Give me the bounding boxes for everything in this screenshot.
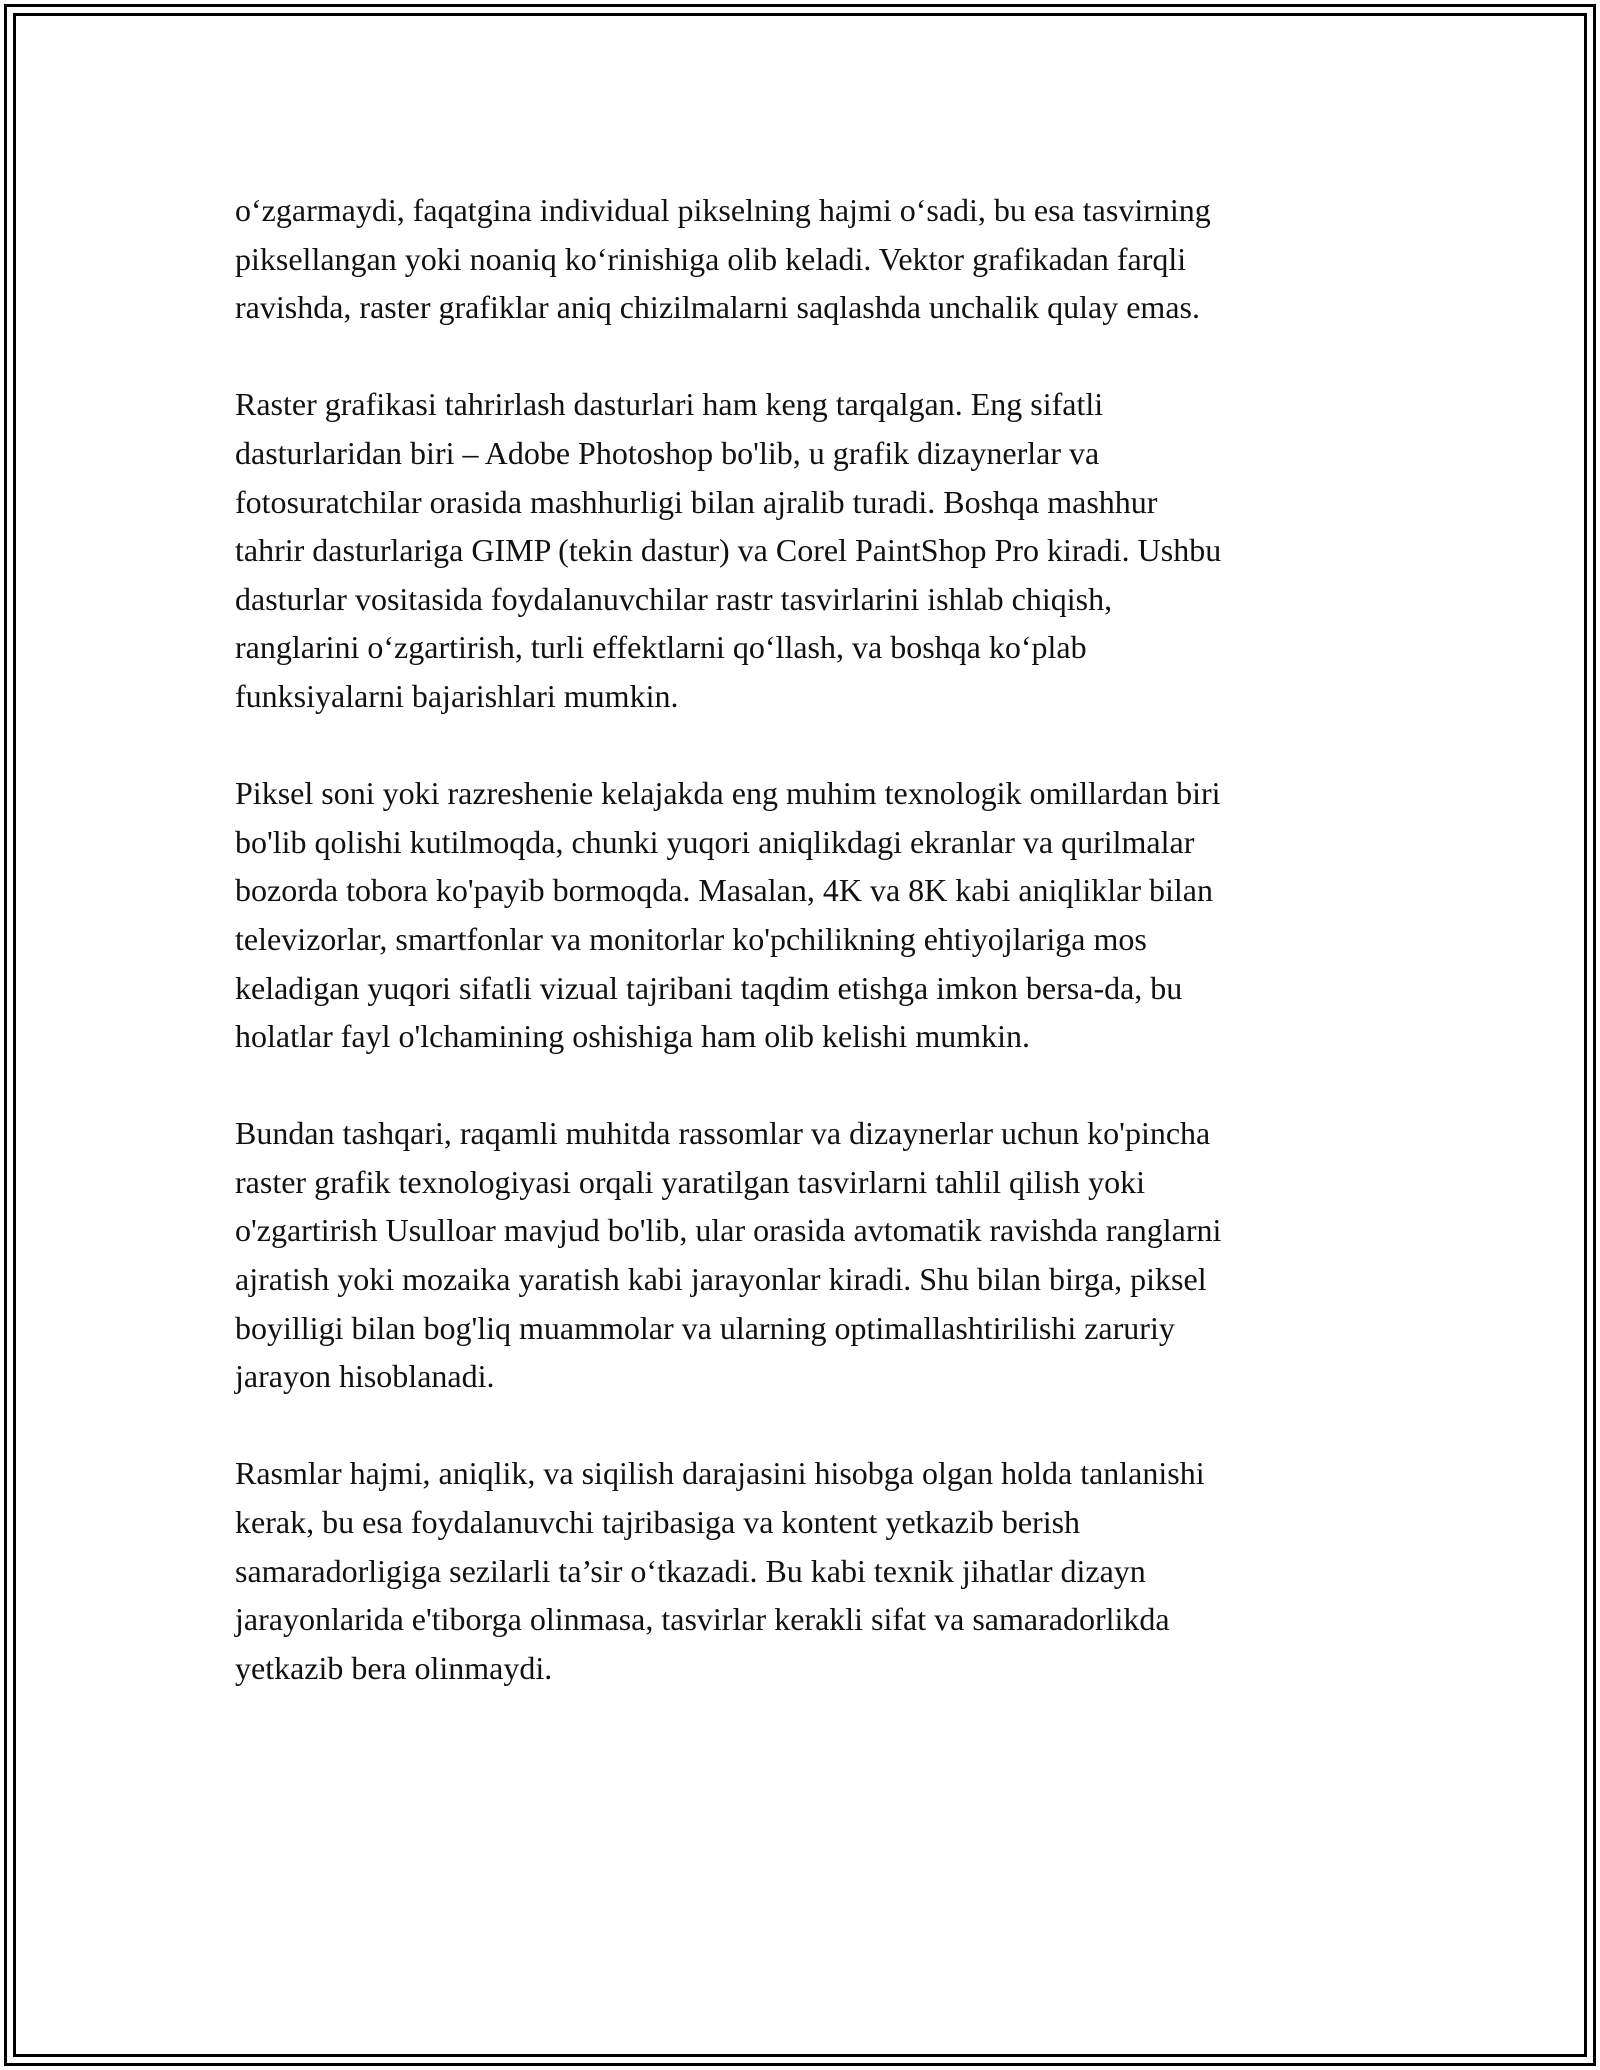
- text-line: Rasmlar hajmi, aniqlik, va siqilish darajasini hisobga olgan holda tanlanishi: [235, 1455, 1205, 1492]
- text-line: boyilligi bilan bog'liq muammolar va ularning optimallashtirilishi zaruriy: [235, 1309, 1175, 1346]
- text-line: dasturlar vositasida foydalanuvchilar rastr tasvirlarini ishlab chiqish,: [235, 580, 1113, 617]
- text-line: televizorlar, smartfonlar va monitorlar ko'pchilikning ehtiyojlariga mos: [235, 920, 1147, 957]
- text-line: Raster grafikasi tahrirlash dasturlari ham keng tarqalgan. Eng sifatli: [235, 386, 1104, 423]
- text-line: bo'lib qolishi kutilmoqda, chunki yuqori aniqlikdagi ekranlar va qurilmalar: [235, 823, 1195, 860]
- paragraph-5: [235, 1449, 1385, 1692]
- text-line: dasturlaridan biri – Adobe Photoshop bo'lib, u grafik dizaynerlar va: [235, 434, 1100, 471]
- text-line: Bundan tashqari, raqamli muhitda rassomlar va dizaynerlar uchun ko'pincha: [235, 1115, 1211, 1152]
- paragraph-4: [235, 1109, 1385, 1401]
- text-line: funksiyalarni bajarishlari mumkin.: [235, 677, 679, 714]
- paragraph-2: [235, 380, 1385, 720]
- text-line: ranglarini o‘zgartirish, turli effektlarni qo‘llash, va boshqa ko‘plab: [235, 629, 1087, 666]
- text-line: o‘zgarmaydi, faqatgina individual pikselning hajmi o‘sadi, bu esa tasvirning: [235, 192, 1211, 228]
- text-line: Piksel soni yoki razreshenie kelajakda eng muhim texnologik omillardan biri: [235, 775, 1221, 812]
- text-line: yetkazib bera olinmaydi.: [235, 1649, 553, 1686]
- document-body: [235, 186, 1385, 1692]
- text-line: keladigan yuqori sifatli vizual tajribani taqdim etishga imkon bersa-da, bu: [235, 969, 1183, 1006]
- text-line: ajratish yoki mozaika yaratish kabi jarayonlar kiradi. Shu bilan birga, piksel: [235, 1261, 1207, 1298]
- text-line: tahrir dasturlariga GIMP (tekin dastur) va Corel PaintShop Pro kiradi. Ushbu: [235, 532, 1222, 569]
- text-line: bozorda tobora ko'payib bormoqda. Masalan, 4K va 8K kabi aniqliklar bilan: [235, 872, 1213, 909]
- text-line: o'zgartirish Usulloar mavjud bo'lib, ular orasida avtomatik ravishda ranglarni: [235, 1212, 1222, 1249]
- text-line: fotosuratchilar orasida mashhurligi bilan ajralib turadi. Boshqa mashhur: [235, 483, 1158, 520]
- text-line: ravishda, raster grafiklar aniq chizilmalarni saqlashda unchalik qulay emas.: [235, 289, 1200, 326]
- paragraph-3: [235, 769, 1385, 1061]
- text-line: raster grafik texnologiyasi orqali yaratilgan tasvirlarni tahlil qilish yoki: [235, 1163, 1145, 1200]
- text-line: samaradorligiga sezilarli ta’sir o‘tkazadi. Bu kabi texnik jihatlar dizayn: [235, 1552, 1146, 1589]
- text-line: kerak, bu esa foydalanuvchi tajribasiga va kontent yetkazib berish: [235, 1504, 1081, 1541]
- text-line: jarayon hisoblanadi.: [235, 1358, 495, 1395]
- text-line: piksellangan yoki noaniq ko‘rinishiga olib keladi. Vektor grafikadan farqli: [235, 240, 1187, 277]
- text-line: holatlar fayl o'lchamining oshishiga ham olib kelishi mumkin.: [235, 1018, 1030, 1055]
- paragraph-1: [235, 186, 1385, 332]
- text-line: jarayonlarida e'tiborga olinmasa, tasvirlar kerakli sifat va samaradorlikda: [235, 1601, 1170, 1638]
